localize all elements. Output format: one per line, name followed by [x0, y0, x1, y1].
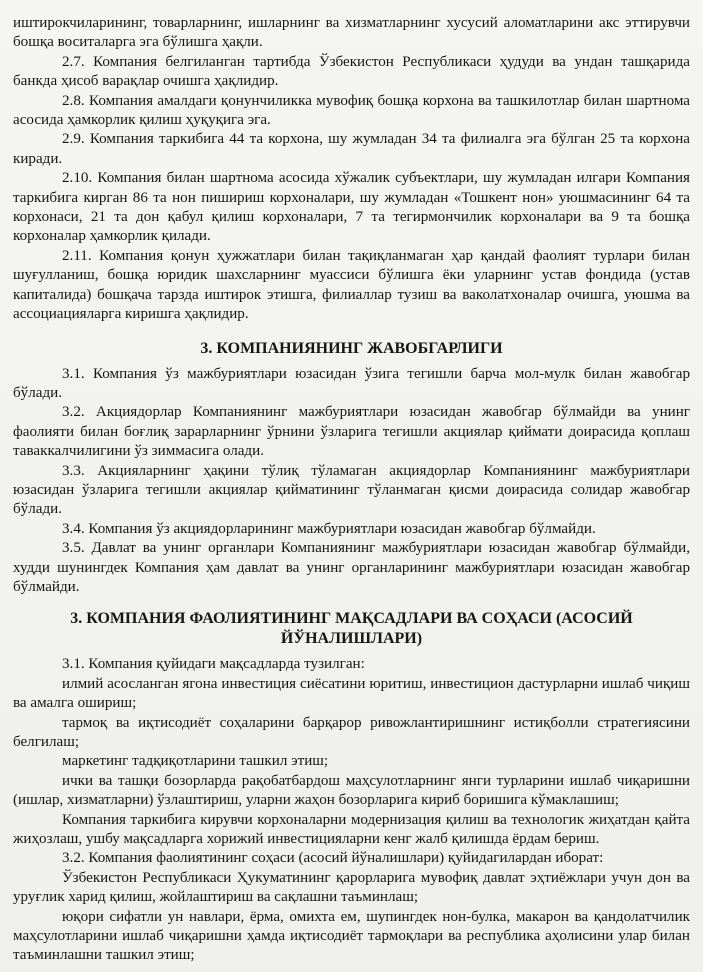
paragraph-continuation: иштирокчиларининг, товарларнинг, ишларнинг ва хизматларнинг хусусий аломатларини акс эттирувчи бошқа воситаларга эга бўлишга ҳақли.: [13, 15, 690, 51]
list-item-investment-policy: илмий асосланган ягона инвестиция сиёсатини юритиш, инвестицион дастурларни ишлаб чиқиш ва амалга ошириш;: [13, 675, 690, 712]
list-item-flour-production: юқори сифатли ун навлари, ёрма, омихта ем, шупингдек нон-булка, макарон ва қандолатчилик маҳсулотларини ишлаб чиқаришни ҳамда иқтисодиёт тармоқлари ва республика аҳолисини улар билан таъминлашни ташкил этиш;: [13, 908, 690, 964]
paragraph-2-7: 2.7. Компания белгиланган тартибда Ўзбекистон Республикаси ҳудуди ва ундан ташқарида банкда ҳисоб варақлар очишга ҳақлидир.: [13, 53, 690, 90]
paragraph-2-9: 2.9. Компания таркибига 44 та корхона, шу жумладан 34 та филиалга эга бўлган 25 та корхона киради.: [13, 131, 690, 167]
list-item-competitive-products: ички ва ташқи бозорларда рақобатбардош маҳсулотларнинг янги турларини ишлаб чиқаришни (ишлар, хизматларни) ўзлаштириш, уларни жаҳон бозорларига кириб боришига кўмаклашиш;: [13, 772, 690, 809]
list-item-strategy: тармоқ ва иқтисодиёт соҳаларини барқарор ривожлантиришнинг истиқболли стратегиясини белгилаш;: [13, 714, 690, 750]
list-item-marketing: маркетинг тадқиқотларини ташкил этиш;: [62, 753, 329, 770]
paragraph-2-11: 2.11. Компания қонун ҳужжатлари билан тақиқланмаган ҳар қандай фаолият турлари билан шуғулланиш, бошқа юридик шахсларнинг муассиси бўлишга ёки уларнинг устав фондида (устав капиталида) бошқача тарзда иштирок этишга, филиаллар тузиш ва ваколатхоналар очишга, уюшма ва ассоциацияларга киришга ҳақлидир.: [13, 247, 690, 323]
paragraph-2-8: 2.8. Компания амалдаги қонунчиликка мувофиқ бошқа корхона ва ташкилотлар билан шартнома асосида ҳамкорлик қилиш ҳуқуқига эга.: [13, 92, 690, 129]
paragraph-2-10: 2.10. Компания билан шартнома асосида хўжалик субъектлари, шу жумладан илгари Компания таркибига кирган 86 та нон пишириш корхоналари, шу жумладан «Тошкент нон» уюшмасининг 64 та корхонаси, 21 та дон қабул қилиш корхоналари, 7 та тегирмончилик корхоналари ва 9 та бошқа корхоналар ҳамкорлик қилади.: [13, 170, 690, 245]
list-item-grain-procurement: Ўзбекистон Республикаси Ҳукуматининг қарорларига мувофиқ давлат эҳтиёжлари учун дон ва уруғлик харид қилиш, жойлаштириш ва сақлашни таъминлаш;: [13, 869, 690, 906]
list-item-modernization: Компания таркибига кирувчи корхоналарни модернизация қилиш ва технологик жиҳатдан қайта жиҳозлаш, ушбу мақсадларга хорижий инвестицияларни кенг жалб қилишда ёрдам бериш.: [13, 811, 690, 848]
section-heading-liability: 3. КОМПАНИЯНИНГ ЖАВОБГАРЛИГИ: [200, 339, 503, 357]
paragraph-3-5: 3.5. Давлат ва унинг органлари Компаниянинг мажбуриятлари юзасидан жавобгар бўлмайди, худди шунингдек Компания ҳам давлат ва унинг органларининг мажбуриятлари юзасидан жавобгар бўлмайди.: [13, 540, 690, 595]
section-heading-goals: [13, 609, 690, 649]
paragraph-goals-3-1: 3.1. Компания қуйидаги мақсадларда тузилган:: [62, 656, 365, 673]
paragraph-goals-3-2: 3.2. Компания фаолиятининг соҳаси (асосий йўналишлари) қуйидагилардан иборат:: [62, 850, 604, 867]
section-heading-goals-line1: 3. КОМПАНИЯ ФАОЛИЯТИНИНГ МАҚСАДЛАРИ ВА СОҲАСИ (АСОСИЙ: [70, 610, 633, 628]
paragraph-3-4: 3.4. Компания ўз акциядорларининг мажбуриятлари юзасидан жавобгар бўлмайди.: [62, 520, 596, 537]
paragraph-3-2: 3.2. Акциядорлар Компаниянинг мажбуриятлари юзасидан жавобгар бўлмайди ва унинг фаолияти билан боғлиқ зарарларнинг ўрнини ўзларига тегишли акциялар қиймати доирасида қоплаш таваккалчилигини ўз зиммасига олади.: [13, 404, 690, 460]
section-heading-goals-line2: ЙЎНАЛИШЛАРИ): [280, 630, 423, 648]
paragraph-3-1: 3.1. Компания ўз мажбуриятлари юзасидан ўзига тегишли барча мол-мулк билан жавобгар бўлади.: [13, 365, 690, 401]
paragraph-3-3: 3.3. Акцияларнинг ҳақини тўлиқ тўламаган акциядорлар Компаниянинг мажбуриятлари юзасидан ўзларига тегишли акциялар қийматининг тўланмаган қисми доирасида солидар жавобгар бўлади.: [13, 462, 690, 518]
